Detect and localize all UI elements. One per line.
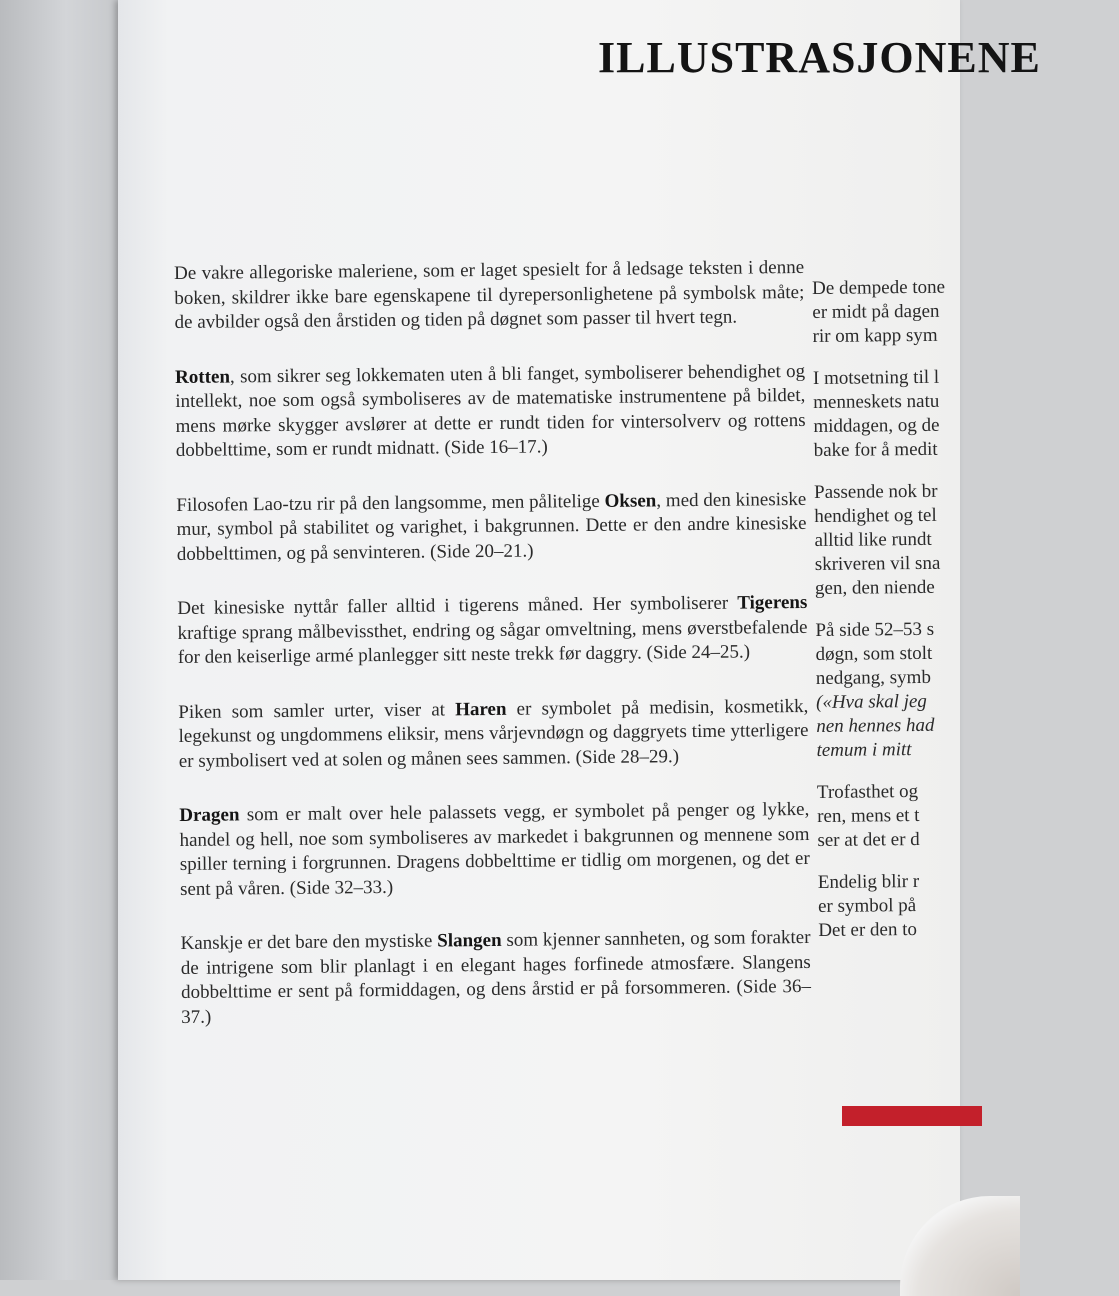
book-page xyxy=(118,0,1041,1280)
bold-term: Slangen xyxy=(437,929,502,952)
left-paragraph xyxy=(175,359,806,463)
right-text-column xyxy=(812,274,1119,961)
right-paragraph xyxy=(814,478,1115,601)
right-paragraph-line: ser at det er d xyxy=(817,828,920,851)
paragraph-text: De vakre allegoriske maleriene, som er laget spesielt for å ledsage teksten i denne boken, skildrer ikke bare egenskapene til dyrepersonlighetene på symbolsk måte; de avbilder også den årstiden og tiden på døgnet som passer til hvert tegn. xyxy=(174,256,805,333)
right-paragraph-line: er midt på dagen xyxy=(812,300,940,323)
bold-term: Rotten xyxy=(175,365,231,388)
right-paragraph-line: døgn, som stolt xyxy=(815,642,933,665)
red-decorative-bar xyxy=(842,1106,982,1126)
left-paragraph xyxy=(179,798,810,902)
right-paragraph-line: På side 52–53 s xyxy=(815,618,935,641)
left-paragraph xyxy=(177,591,808,671)
left-paragraph xyxy=(174,256,805,336)
left-paragraph xyxy=(176,487,807,567)
paragraph-text: som er malt over hele palassets vegg, er symbolet på penger og lykke, handel og hell, noe som symboliseres av markedet i bakgrunnen og mennene som spiller terning i forgrunnen. Dragens dobbelttime er tidlig om morgenen, og det er sent på våren. (Side 32–33.) xyxy=(179,798,810,900)
paragraph-text: , som sikrer seg lokkematen uten å bli fanget, symboliserer behendighet og intellekt, noe som også symboliseres av de matematiske instrumentene på bildet, mens mørke skygger avslører at dette er rundt tiden for vintersolverv og rottens dobbelttime, som er rundt midnatt. (Side 16–17.) xyxy=(175,360,806,461)
paragraph-text: , med den kinesiske mur, symbol på stabilitet og varighet, i bakgrunnen. Dette er den andre kinesiske dobbelttimen, og på senvinteren. (Side 20–21.) xyxy=(176,488,807,565)
right-paragraph-line: bake for å medit xyxy=(813,438,938,461)
right-paragraph-line: middagen, og de xyxy=(813,414,940,437)
right-paragraph-line: Passende nok br xyxy=(813,480,938,503)
paragraph-text: er symbolet på medisin, kosmetikk, legekunst og ungdommens eliksir, mens vårjevndøgn og daggryets time ytterligere er symbolisert ved at solen og månen sees sammen. (Side 28–29.) xyxy=(178,695,809,772)
left-paragraph xyxy=(180,926,811,1030)
bold-term: Tigerens xyxy=(737,591,808,614)
right-paragraph xyxy=(815,616,1116,763)
right-paragraph-line: gen, den niende xyxy=(814,576,935,599)
right-paragraph-line: Det er den to xyxy=(818,919,918,941)
right-paragraph xyxy=(817,778,1118,853)
right-paragraph-line: nedgang, symb xyxy=(815,666,931,689)
paragraph-text: Kanskje er det bare den mystiske xyxy=(180,930,438,954)
page-corner-curl xyxy=(900,1196,1020,1296)
right-paragraph-line: menneskets natu xyxy=(813,390,940,413)
facing-page-edge xyxy=(0,0,120,1280)
paragraph-text: som kjenner sannheten, og som forakter de intrigene som blir planlagt i en elegant hages forfinede atmosfære. Slangens dobbelttime er sent på formiddagen, og dens årstid er på forsommeren. (Side 36–37.) xyxy=(180,926,812,1028)
bold-term: Dragen xyxy=(179,804,240,826)
right-paragraph-line: skriveren vil sna xyxy=(814,552,941,575)
right-paragraph-line: Trofasthet og xyxy=(816,781,919,803)
right-paragraph-line: Endelig blir r xyxy=(817,871,920,893)
left-paragraph xyxy=(178,694,809,774)
right-paragraph xyxy=(818,868,1119,943)
paragraph-text: Filosofen Lao-tzu rir på den langsomme, men pålitelige xyxy=(176,490,605,516)
right-paragraph-line: De dempede tone xyxy=(812,276,946,299)
left-text-column xyxy=(174,256,812,1060)
right-paragraph-line: ren, mens et t xyxy=(817,804,920,827)
bold-term: Oksen xyxy=(604,489,657,512)
page-heading: ILLUSTRASJONENE xyxy=(598,33,1041,82)
paragraph-text: kraftige sprang målbevissthet, endring og sågar omveltning, mens øverstbefalende for den keiserlige armé planlegger sitt neste trekk før daggry. (Side 24–25.) xyxy=(177,616,808,668)
right-paragraph-line: hendighet og tel xyxy=(814,504,937,527)
right-paragraph-line: I motsetning til l xyxy=(812,366,940,389)
right-paragraph-line: («Hva skal jeg xyxy=(815,690,927,713)
paragraph-text: Piken som samler urter, viser at xyxy=(178,698,456,723)
right-paragraph xyxy=(813,364,1114,463)
bold-term: Haren xyxy=(455,698,507,720)
right-paragraph-line: er symbol på xyxy=(817,895,917,917)
right-paragraph xyxy=(812,274,1113,349)
right-paragraph-line: temum i mitt xyxy=(816,739,912,761)
paragraph-text: Det kinesiske nyttår faller alltid i tigerens måned. Her symboliserer xyxy=(177,592,738,619)
right-paragraph-line: nen hennes had xyxy=(816,714,935,737)
right-paragraph-line: alltid like rundt xyxy=(814,528,932,551)
right-paragraph-line: rir om kapp sym xyxy=(812,324,938,347)
